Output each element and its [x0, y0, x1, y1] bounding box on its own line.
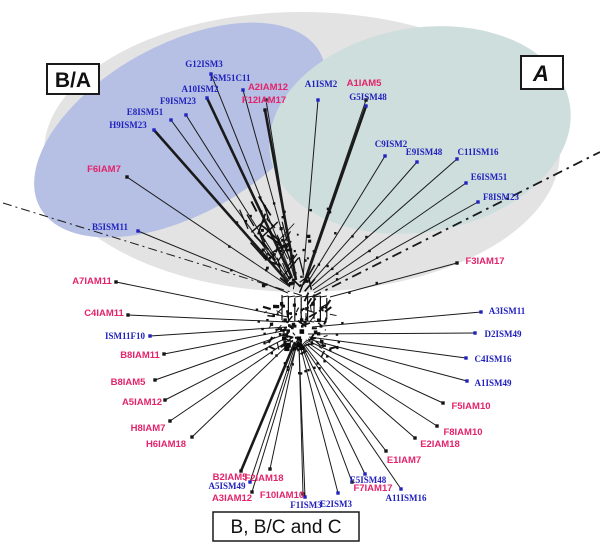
internal-node: [326, 355, 328, 357]
internal-node: [313, 367, 315, 369]
taxon-label: H9ISM23: [109, 120, 147, 130]
taxon-dot: [148, 334, 151, 337]
internal-node: [290, 248, 292, 250]
internal-node: [302, 249, 304, 251]
taxon-label: A11ISM16: [385, 493, 427, 503]
taxon-label: H6IAM18: [145, 439, 187, 450]
internal-node: [273, 253, 275, 255]
taxon-dot: [479, 310, 482, 313]
taxon-label: C11ISM16: [457, 147, 499, 157]
internal-node: [287, 366, 289, 368]
taxon-line: [305, 341, 437, 426]
internal-node: [230, 269, 232, 271]
taxon-label: F12IAM17: [241, 95, 287, 106]
internal-node: [341, 322, 343, 324]
internal-node: [260, 210, 262, 212]
taxon-label: F5IAM10: [451, 401, 491, 412]
internal-node: [368, 250, 370, 252]
taxon-dot: [476, 200, 479, 203]
taxon-line: [128, 315, 287, 322]
taxon-label: B8IAM5: [110, 377, 146, 388]
internal-node: [282, 216, 284, 218]
taxon-dot: [162, 352, 165, 355]
taxon-line: [308, 333, 475, 334]
internal-node: [273, 202, 275, 204]
taxon-dot: [316, 98, 319, 101]
internal-node: [285, 245, 287, 247]
taxon-label: D2ISM49: [484, 329, 522, 339]
taxon-dot: [205, 96, 208, 99]
internal-node: [265, 283, 267, 285]
internal-node: [329, 211, 331, 213]
internal-node: [236, 221, 238, 223]
taxon-label: H8IAM7: [130, 423, 166, 434]
internal-node: [259, 196, 261, 198]
internal-node: [331, 268, 333, 270]
internal-node: [258, 320, 260, 322]
internal-node: [292, 255, 294, 257]
internal-node: [365, 236, 367, 238]
taxon-label: E5ISM48: [349, 475, 387, 485]
internal-node: [275, 354, 277, 356]
taxon-label: E6ISM51: [470, 172, 508, 182]
internal-node: [271, 352, 273, 354]
internal-node: [249, 215, 251, 217]
internal-node: [263, 342, 265, 344]
internal-node: [329, 349, 331, 351]
taxon-line: [155, 333, 289, 380]
internal-node: [279, 250, 281, 252]
taxon-dot: [441, 401, 444, 404]
internal-node: [348, 291, 350, 293]
internal-node: [336, 347, 338, 349]
internal-node: [334, 232, 336, 234]
internal-node: [307, 369, 309, 371]
taxon-label: A1ISM49: [474, 378, 512, 388]
internal-node: [318, 367, 320, 369]
internal-node: [284, 362, 286, 364]
internal-node: [283, 211, 285, 213]
taxon-label: B5ISM11: [91, 222, 129, 232]
taxon-label: E2ISM3: [319, 499, 353, 509]
taxon-label: F8ISM23: [483, 192, 519, 202]
taxon-dot: [125, 175, 128, 178]
taxon-label: A10ISM2: [181, 84, 219, 94]
taxon-dot: [169, 118, 172, 121]
taxon-label: F3IAM17: [465, 256, 505, 267]
taxon-label: A2IAM12: [247, 82, 289, 93]
internal-node: [265, 348, 267, 350]
internal-node: [300, 372, 302, 374]
taxon-dot: [465, 379, 468, 382]
internal-node: [304, 370, 306, 372]
internal-node: [336, 333, 338, 335]
taxon-label: A5IAM12: [121, 397, 163, 408]
taxon-dot: [464, 356, 467, 359]
taxon-dot: [464, 181, 467, 184]
internal-node: [279, 243, 281, 245]
taxon-dot: [268, 467, 271, 470]
taxon-label: F8IAM10: [443, 427, 483, 438]
taxon-label: F6IAM7: [87, 164, 121, 175]
taxon-label: A1IAM5: [346, 78, 382, 89]
taxon-dot: [415, 160, 418, 163]
internal-node: [269, 257, 271, 259]
taxon-dot: [114, 280, 117, 283]
taxon-dot: [241, 88, 244, 91]
taxon-dot: [190, 435, 193, 438]
taxon-line: [241, 342, 295, 471]
taxon-label: B2IAM5: [212, 472, 248, 483]
taxon-dot: [384, 449, 387, 452]
internal-node: [351, 235, 353, 237]
taxon-dot: [413, 436, 416, 439]
taxon-label: E9ISM48: [405, 147, 443, 157]
internal-node: [309, 209, 311, 211]
internal-node: [286, 369, 288, 371]
taxon-dot: [455, 261, 458, 264]
taxon-dot: [455, 157, 458, 160]
taxon-dot: [153, 378, 156, 381]
taxon-label: A7IAM11: [72, 276, 112, 287]
taxon-line: [301, 344, 352, 482]
taxon-label: C9ISM2: [374, 139, 408, 149]
taxon-label: C4ISM16: [474, 354, 512, 364]
region-box-ba-label: B/A: [54, 69, 92, 92]
internal-node: [313, 250, 315, 252]
taxon-dot: [263, 108, 266, 111]
internal-node: [263, 333, 265, 335]
internal-node: [323, 360, 325, 362]
taxon-label: A3IAM12: [211, 493, 253, 504]
taxon-label: E1IAM7: [386, 455, 422, 466]
taxon-line: [250, 343, 296, 482]
internal-node: [265, 269, 267, 271]
taxon-label: A3ISM11: [488, 306, 526, 316]
internal-node: [292, 363, 294, 365]
taxon-dot: [126, 313, 129, 316]
region-box-ba: [47, 64, 99, 94]
taxon-label: F2IAM18: [244, 473, 284, 484]
taxon-label: G5ISM48: [349, 92, 387, 102]
taxon-label: F9ISM23: [160, 96, 196, 106]
region-box-a-label: A: [533, 61, 549, 86]
taxon-label: C4IAM11: [84, 308, 124, 319]
region-box-a: [521, 56, 563, 89]
taxon-label: F10IAM10: [259, 490, 305, 501]
internal-node: [261, 328, 263, 330]
internal-node: [265, 258, 267, 260]
taxon-dot: [163, 398, 166, 401]
taxon-label: F1ISM3: [290, 500, 322, 510]
internal-node: [336, 272, 338, 274]
taxon-label: E2IAM18: [420, 439, 460, 450]
taxon-line: [312, 312, 481, 327]
taxon-dot: [152, 128, 155, 131]
taxon-line: [308, 339, 467, 381]
taxon-dot: [168, 419, 171, 422]
taxon-dot: [383, 154, 386, 157]
internal-node: [376, 282, 378, 284]
taxon-dot: [136, 229, 139, 232]
taxon-label: G12ISM3: [185, 59, 223, 69]
taxon-label: ISM51C11: [209, 73, 251, 83]
taxon-line: [170, 338, 292, 421]
internal-node: [336, 278, 338, 280]
taxon-label: B8IAM11: [120, 350, 160, 361]
taxon-dot: [399, 487, 402, 490]
taxon-label: A1ISM2: [304, 79, 338, 89]
internal-node: [316, 362, 318, 364]
region-box-bottom: [213, 512, 359, 541]
internal-node: [228, 245, 230, 247]
taxon-label: F7IAM17: [353, 483, 393, 494]
taxon-line: [165, 336, 290, 400]
internal-node: [326, 265, 328, 267]
taxon-label: E8ISM51: [126, 107, 164, 117]
taxon-line: [306, 340, 443, 403]
taxon-line: [192, 340, 293, 437]
internal-node: [338, 341, 340, 343]
taxon-dot: [473, 331, 476, 334]
internal-node: [245, 220, 247, 222]
taxon-dot: [184, 113, 187, 116]
taxon-line: [252, 344, 297, 492]
internal-node: [327, 208, 329, 210]
taxon-dot: [336, 491, 339, 494]
taxon-line: [303, 343, 386, 451]
taxon-label: ISM11F10: [104, 331, 146, 341]
internal-node: [318, 263, 320, 265]
region-box-bottom-label: B, B/C and C: [230, 517, 342, 538]
internal-node: [256, 309, 258, 311]
taxon-dot: [435, 424, 438, 427]
taxon-dot: [364, 104, 367, 107]
internal-node: [376, 256, 378, 258]
taxon-line: [270, 342, 297, 469]
taxon-line: [302, 344, 401, 489]
taxon-label: A5ISM49: [208, 481, 246, 491]
